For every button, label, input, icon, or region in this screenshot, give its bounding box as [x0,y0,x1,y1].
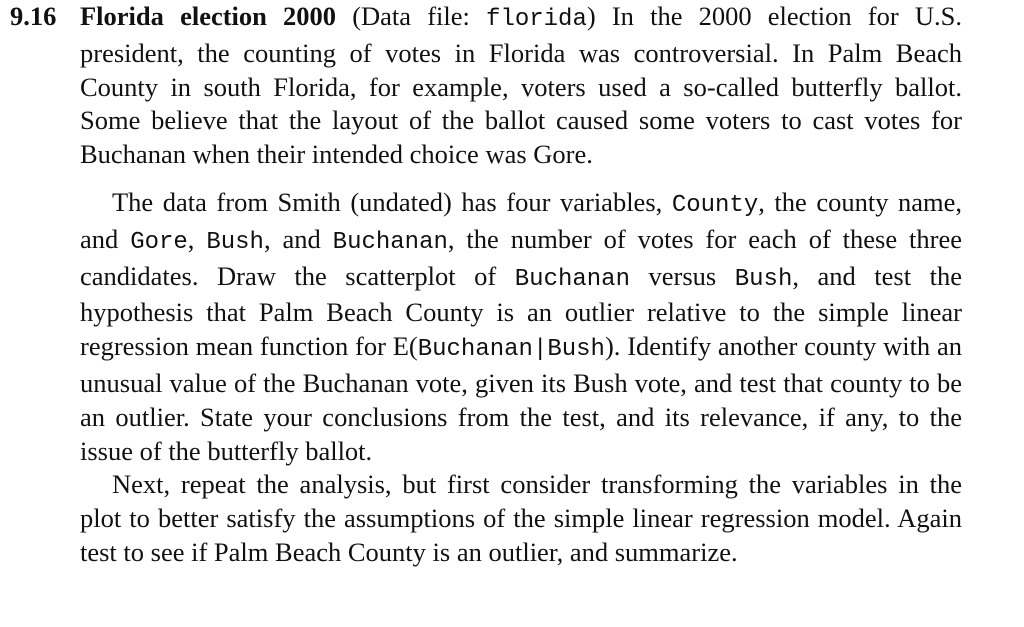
mean-function-expression: Buchanan|Bush [417,336,605,364]
problem-title: Florida election 2000 [80,1,337,31]
task-text-4: , and [263,223,333,254]
intro-text-2: ) In the 2000 election for U.S. president, the counting of votes in Florida was controversial. In Palm Beach County in south Florida, for example, voters used a so-called butterfly ballot. Some believe that the layout of the ballot caused some voters to cast votes for Buchanan when their intended choice was Gore. [80,1,962,170]
data-file-name: florida [486,6,587,33]
variable-bush-2: Bush [734,265,793,293]
variable-bush: Bush [206,228,264,256]
task-paragraph [80,186,962,468]
task-text-1: The data from Smith (undated) has four variables, [112,186,672,217]
task-text-6: versus [629,260,735,291]
variable-county: County [671,191,759,219]
intro-text-1: (Data file: [336,1,487,31]
variable-gore: Gore [130,228,188,256]
task-text-3: , [187,223,207,254]
followup-paragraph: Next, repeat the analysis, but first consider transforming the variables in the plot to better satisfy the assumptions of the simple linear regression model. Again test to see if Palm Beach County is an outlier, and summarize. [80,469,962,567]
task-text-5: , the number of votes for each of these three candidates. Draw the scatterplot of [80,223,963,291]
problem-body [80,0,962,570]
problem-number: 9.16 [10,1,57,31]
task-text-8: ). Identify another county with an unusual value of the Buchanan vote, given its Bush vote, and test that county to be an outlier. State your conclusions from the test, and its relevance, if any, to the issue of the butterfly ballot. [80,331,962,466]
problem-intro-paragraph [80,0,962,172]
variable-buchanan: Buchanan [332,228,448,256]
variable-buchanan-2: Buchanan [514,265,630,293]
task-text-7: , and test the hypothesis that Palm Beach County is an outlier relative to the simple linear regression mean function for E( [80,260,962,362]
task-text-2: , the county name, and [80,186,962,254]
